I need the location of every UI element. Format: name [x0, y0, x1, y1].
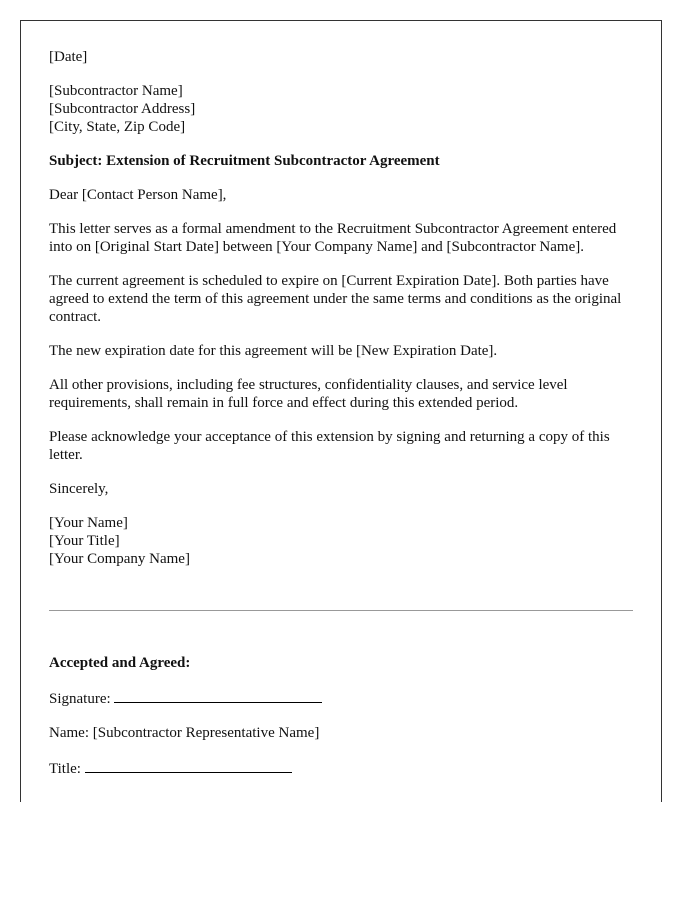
recipient-city: [City, State, Zip Code] — [49, 119, 186, 135]
sender-title: [Your Title] — [49, 533, 120, 549]
acceptance-heading: Accepted and Agreed: — [49, 655, 191, 671]
title-row — [49, 758, 633, 778]
date: [Date] — [49, 49, 88, 65]
paragraph-current-agreement: The current agreement is scheduled to expire on [Current Expiration Date]. Both parties have agreed to extend the term of this agreement under the same terms and conditions as the original contract. — [49, 273, 622, 325]
sender-company: [Your Company Name] — [49, 551, 190, 567]
sender-name: [Your Name] — [49, 515, 128, 531]
paragraph-acknowledge: Please acknowledge your acceptance of this extension by signing and returning a copy of this letter. — [49, 429, 610, 463]
signature-label: Signature: — [49, 691, 111, 707]
signature-line[interactable] — [114, 688, 322, 703]
paragraph-new-expiration: The new expiration date for this agreement will be [New Expiration Date]. — [49, 343, 498, 359]
recipient-name: [Subcontractor Name] — [49, 83, 183, 99]
sender-block — [49, 514, 633, 568]
closing: Sincerely, — [49, 481, 109, 497]
recipient-address — [49, 82, 633, 136]
paragraph-amendment: This letter serves as a formal amendment to the Recruitment Subcontractor Agreement entered into on [Original Start Date] between [Your Company Name] and [Subcontractor Name]. — [49, 221, 617, 255]
title-label: Title: — [49, 761, 81, 777]
paragraph-other-provisions: All other provisions, including fee structures, confidentiality clauses, and service level requirements, shall remain in full force and effect during this extended period. — [49, 377, 568, 411]
signature-row — [49, 688, 633, 708]
divider — [49, 610, 633, 611]
salutation: Dear [Contact Person Name], — [49, 187, 227, 203]
letter-page — [20, 20, 662, 802]
name-row: Name: [Subcontractor Representative Name] — [49, 725, 320, 741]
recipient-street: [Subcontractor Address] — [49, 101, 196, 117]
title-line[interactable] — [85, 758, 292, 773]
subject-line: Subject: Extension of Recruitment Subcontractor Agreement — [49, 153, 440, 169]
